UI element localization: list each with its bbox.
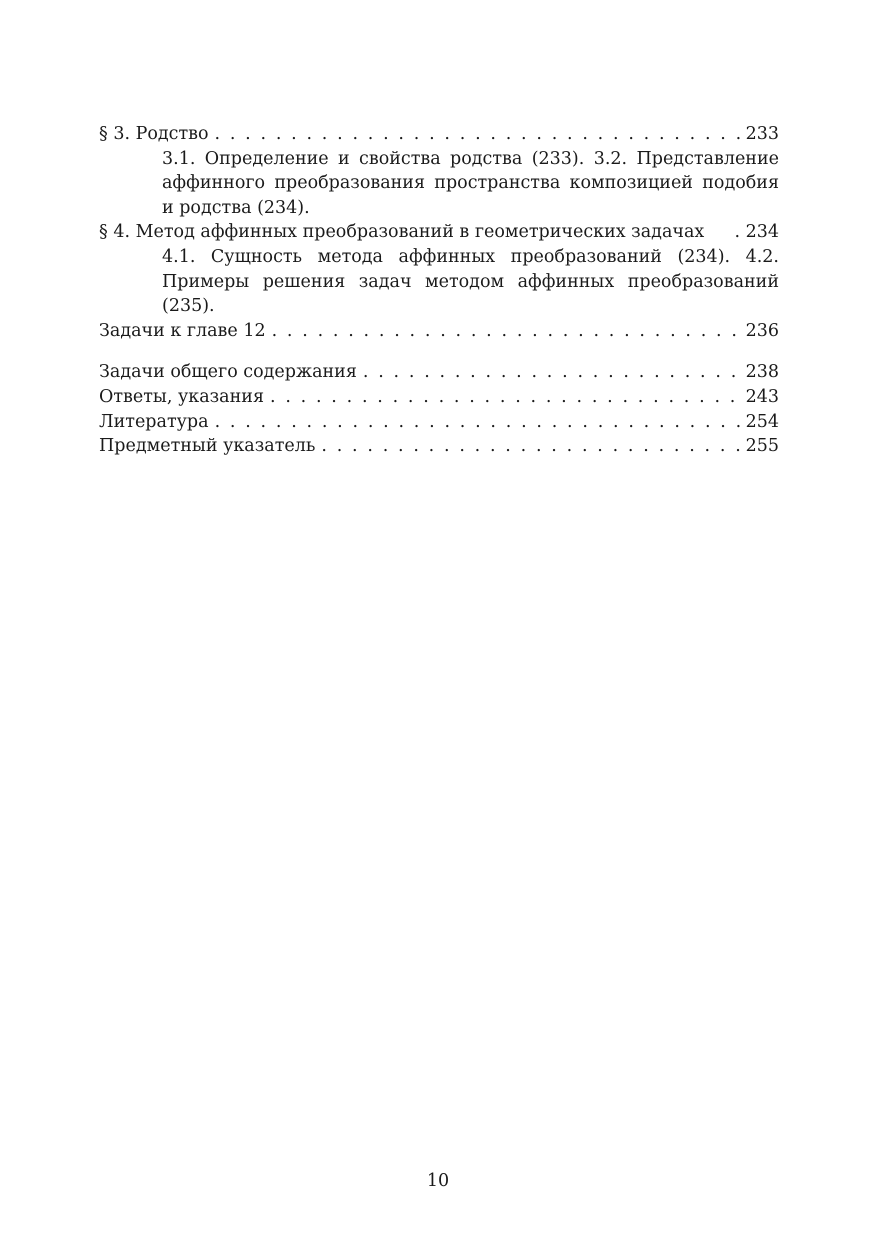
- toc-entry-title: Литература: [99, 411, 209, 432]
- toc-dot-leader: [272, 319, 744, 344]
- toc-subentries-section-4: 4.1. Сущность метода аффинных преобразований (234). 4.2. Примеры решения задач методом аффинных преобразований (235).: [162, 246, 779, 317]
- toc-dot-leader: [215, 410, 744, 435]
- toc-entry-page: 254: [745, 411, 779, 432]
- toc-entry-title: Задачи к главе 12: [99, 320, 266, 341]
- toc-entry-literature: [99, 410, 779, 435]
- toc-entry-page: . 234: [734, 222, 779, 243]
- toc-spacer: [99, 343, 779, 360]
- toc-entry-title: § 3. Родство: [99, 124, 209, 144]
- toc-entry-general-problems: [99, 360, 779, 385]
- toc-entry-section-3: [99, 122, 779, 147]
- toc-entry-answers: [99, 385, 779, 410]
- toc-entry-subject-index: [99, 434, 779, 459]
- toc-dot-leader: [270, 385, 744, 410]
- toc-dot-leader: [215, 122, 744, 147]
- toc-entry-title: Предметный указатель: [99, 436, 316, 457]
- toc-entry-title: § 4. Метод аффинных преобразований в геометрических задачах: [99, 222, 705, 243]
- toc-entry-chapter-problems: [99, 319, 779, 344]
- toc-entry-title: Ответы, указания: [99, 386, 264, 407]
- toc-dot-leader: [363, 360, 744, 385]
- table-of-contents: [99, 122, 779, 459]
- toc-entry-section-4: [99, 220, 779, 245]
- toc-entry-page: 238: [745, 362, 779, 383]
- toc-entry-page: 243: [745, 386, 779, 407]
- toc-entry-page: 233: [745, 124, 779, 144]
- toc-entry-page: 236: [745, 320, 779, 341]
- toc-entry-page: 255: [745, 436, 779, 457]
- page-number: 10: [426, 1171, 450, 1191]
- toc-dot-leader: [321, 434, 743, 459]
- toc-subentries-section-3: 3.1. Определение и свойства родства (233). 3.2. Представление аффинного преобразования пространства композицией подобия и родства (234).: [162, 148, 779, 218]
- toc-entry-title: Задачи общего содержания: [99, 362, 357, 383]
